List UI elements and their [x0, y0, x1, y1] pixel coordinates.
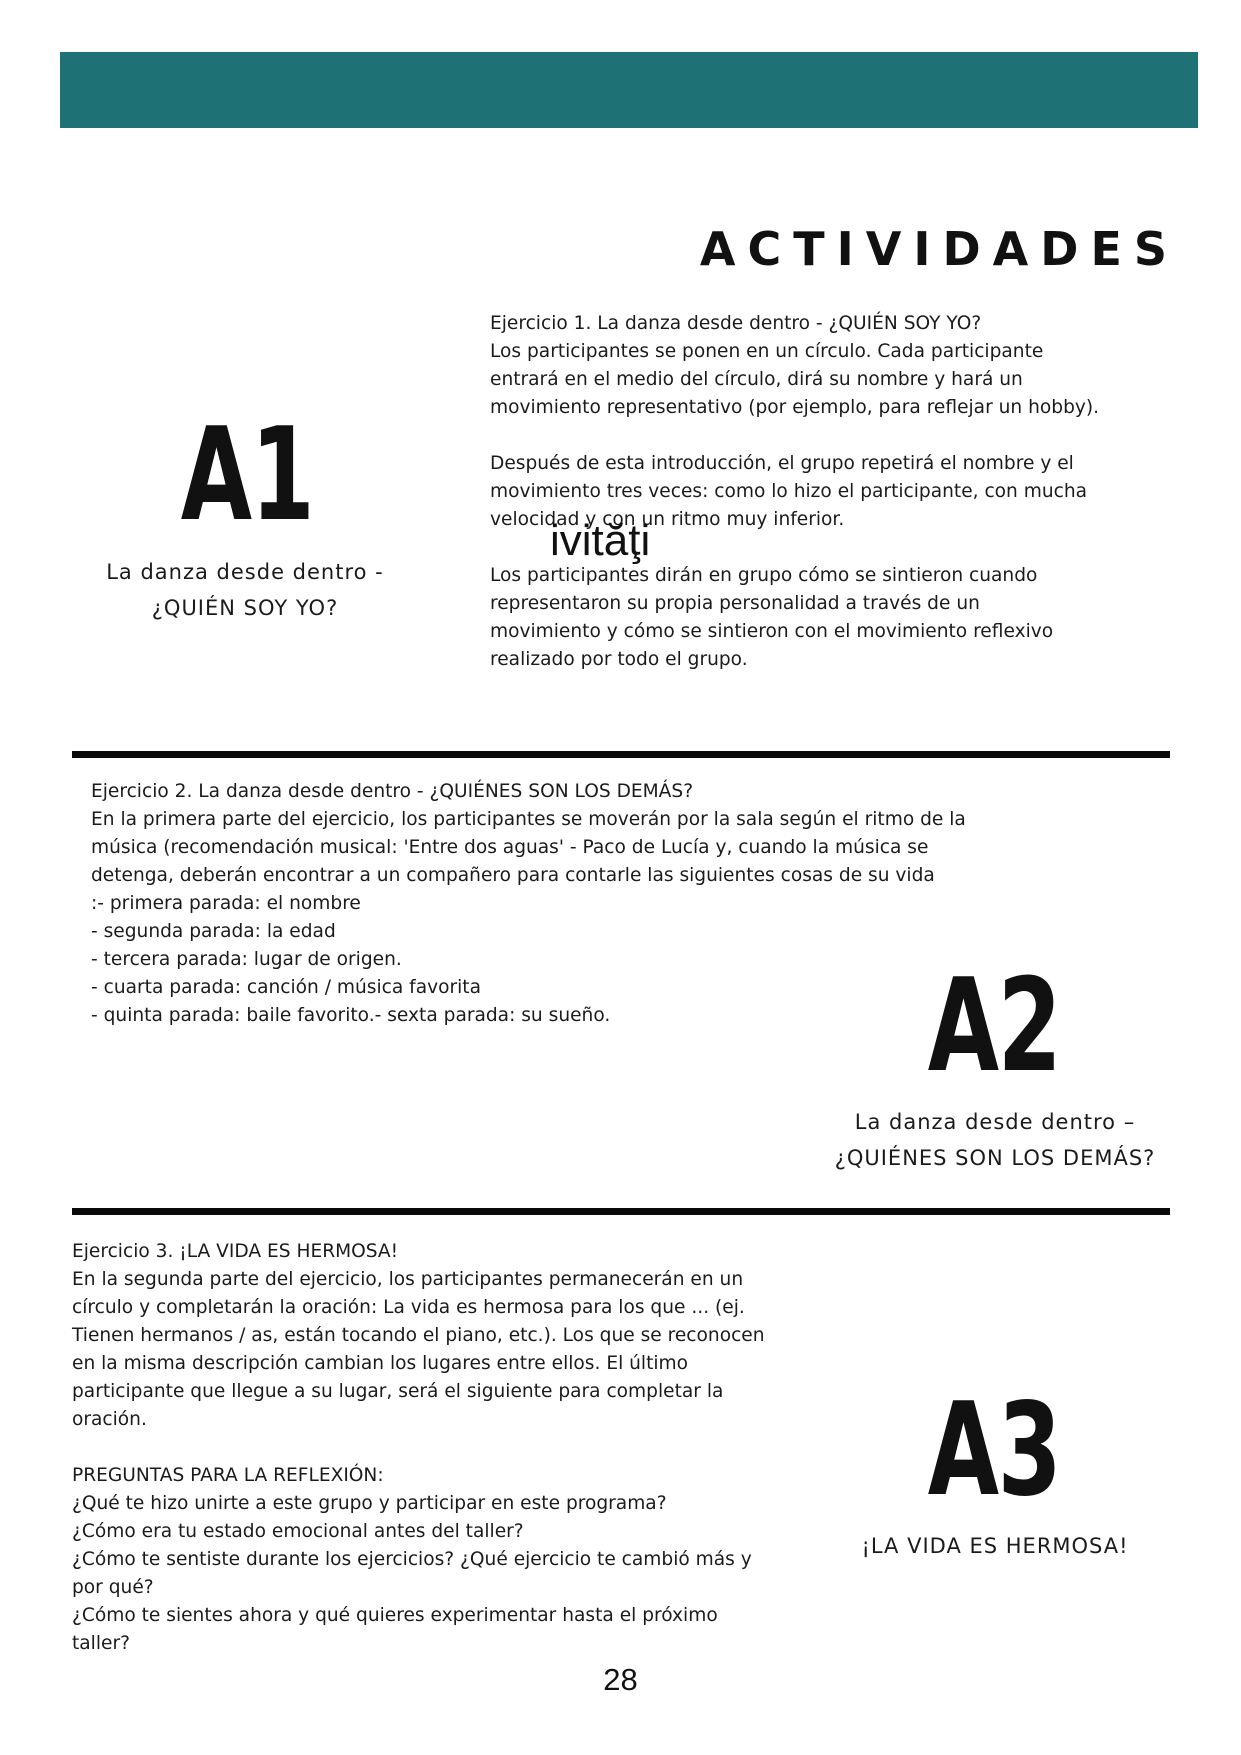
activity-caption-a3 [800, 1528, 1190, 1564]
text-line: movimiento y cómo se sintieron con el movimiento reflexivo [490, 621, 1054, 642]
text-line: movimiento representativo (por ejemplo, para reflejar un hobby). [490, 397, 1100, 418]
text-line: Tienen hermanos / as, están tocando el piano, etc.). Los que se reconocen [72, 1325, 765, 1346]
text-line: ¿Cómo te sentiste durante los ejercicios? ¿Qué ejercicio te cambió más y [72, 1549, 752, 1570]
text-line: En la segunda parte del ejercicio, los participantes permanecerán en un [72, 1269, 744, 1290]
caption-line: La danza desde dentro - [106, 560, 384, 584]
text-line: detenga, deberán encontrar a un compañero para contarle las siguientes cosas de su vida [91, 865, 935, 886]
section-divider [72, 751, 1170, 758]
text-line: ¿Cómo te sientes ahora y qué quieres experimentar hasta el próximo [72, 1605, 718, 1626]
text-line: Ejercicio 1. La danza desde dentro - ¿QUIÉN SOY YO? [490, 313, 982, 334]
activity-code-a2: A2 [927, 952, 1061, 1101]
text-line: entrará en el medio del círculo, dirá su nombre y hará un [490, 369, 1023, 390]
text-line: círculo y completarán la oración: La vida es hermosa para los que ... (ej. [72, 1297, 745, 1318]
caption-line: ¿QUIÉN SOY YO? [151, 596, 339, 620]
text-line: :- primera parada: el nombre [91, 893, 361, 914]
text-line: - cuarta parada: canción / música favorita [91, 977, 481, 998]
text-line: Los participantes se ponen en un círculo. Cada participante [490, 341, 1044, 362]
text-line: - quinta parada: baile favorito.- sexta parada: su sueño. [91, 1005, 611, 1026]
text-line: por qué? [72, 1577, 154, 1598]
text-line: ¿Qué te hizo unirte a este grupo y participar en este programa? [72, 1493, 667, 1514]
text-line: Ejercicio 3. ¡LA VIDA ES HERMOSA! [72, 1241, 399, 1262]
text-line: Los participantes dirán en grupo cómo se sintieron cuando [490, 565, 1038, 586]
text-line: ¿Cómo era tu estado emocional antes del taller? [72, 1521, 524, 1542]
page-title: ACTIVIDADES [699, 222, 1179, 276]
caption-line: La danza desde dentro – [854, 1110, 1136, 1134]
activity-caption-a1 [60, 554, 430, 626]
exercise-2-text [91, 778, 966, 1030]
text-line: música (recomendación musical: 'Entre dos aguas' - Paco de Lucía y, cuando la música se [91, 837, 929, 858]
text-line: movimiento tres veces: como lo hizo el participante, con mucha [490, 481, 1088, 502]
section-divider [72, 1208, 1170, 1215]
overlay-word: ivităţi [550, 516, 651, 565]
text-line: participante que llegue a su lugar, será el siguiente para completar la [72, 1381, 724, 1402]
text-line: - tercera parada: lugar de origen. [91, 949, 402, 970]
text-line: en la misma descripción cambian los lugares entre ellos. El último [72, 1353, 689, 1374]
text-line: Después de esta introducción, el grupo repetirá el nombre y el [490, 453, 1074, 474]
text-line: PREGUNTAS PARA LA REFLEXIÓN: [72, 1465, 384, 1486]
header-banner [60, 52, 1198, 128]
text-line: velocidad y con un ritmo muy inferior. [490, 509, 845, 530]
activity-code-a3: A3 [927, 1376, 1061, 1525]
exercise-1-text [490, 310, 1099, 674]
exercise-3-text [72, 1238, 765, 1658]
text-line: oración. [72, 1409, 147, 1430]
text-line: En la primera parte del ejercicio, los participantes se moverán por la sala según el ritmo de la [91, 809, 966, 830]
paragraph-gap [490, 422, 1099, 450]
page-number: 28 [603, 1662, 638, 1697]
text-line: representaron su propia personalidad a través de un [490, 593, 980, 614]
activity-code-a1: A1 [180, 401, 314, 550]
paragraph-gap [72, 1434, 765, 1462]
caption-line: ¡LA VIDA ES HERMOSA! [861, 1534, 1129, 1558]
caption-line: ¿QUIÉNES SON LOS DEMÁS? [834, 1146, 1156, 1170]
text-line: - segunda parada: la edad [91, 921, 336, 942]
activity-caption-a2 [800, 1104, 1190, 1176]
text-line: Ejercicio 2. La danza desde dentro - ¿QUIÉNES SON LOS DEMÁS? [91, 781, 694, 802]
text-line: taller? [72, 1633, 130, 1654]
text-line: realizado por todo el grupo. [490, 649, 748, 670]
